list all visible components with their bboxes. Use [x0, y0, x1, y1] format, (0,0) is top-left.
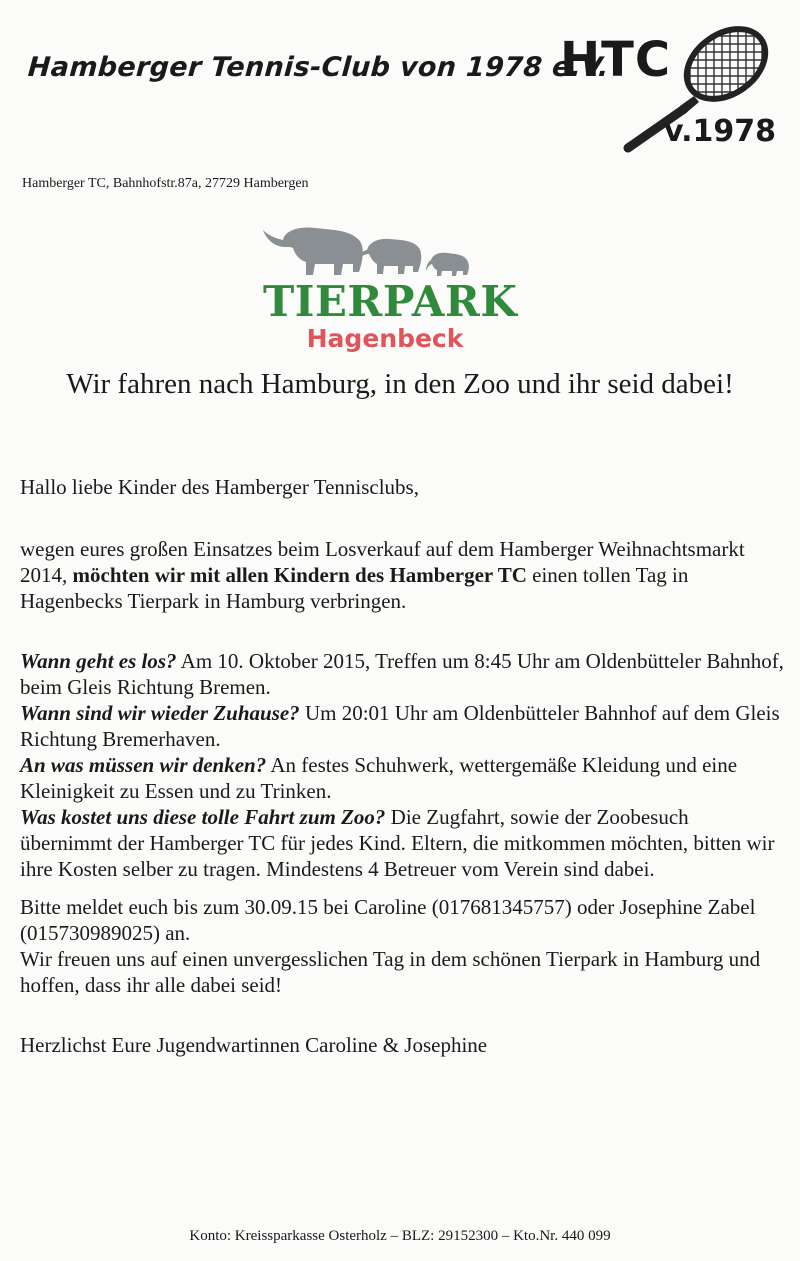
- sender-address: Hamberger TC, Bahnhofstr.87a, 27729 Hambergen: [22, 176, 309, 191]
- elephants-icon: [255, 220, 515, 282]
- faq-question: An was müssen wir denken?: [20, 753, 267, 777]
- htc-logo: [556, 14, 781, 164]
- greeting: Hallo liebe Kinder des Hamberger Tennisclubs,: [20, 475, 419, 499]
- faq-item: [20, 752, 785, 804]
- htc-abbreviation: HTC: [560, 32, 672, 88]
- club-name: Hamberger Tennis-Club von 1978 e.V.: [26, 52, 610, 83]
- intro-text-2: einen tollen Tag in Hagenbecks Tierpark in Hamburg verbringen.: [20, 563, 689, 613]
- faq-item: [20, 804, 785, 882]
- faq-question: Wann geht es los?: [20, 649, 177, 673]
- faq-item: [20, 648, 785, 700]
- registration-text: Bitte meldet euch bis zum 30.09.15 bei Caroline (017681345757) oder Josephine Zabel (015730989025) an.: [20, 895, 756, 945]
- faq-answer: Am 10. Oktober 2015, Treffen um 8:45 Uhr am Oldenbütteler Bahnhof, beim Gleis Richtung Bremen.: [20, 649, 784, 699]
- intro-text-1: wegen eures großen Einsatzes beim Losverkauf auf dem Hamberger Weihnachtsmarkt 2014,: [20, 537, 745, 587]
- faq-answer: An festes Schuhwerk, wettergemäße Kleidung und eine Kleinigkeit zu Essen und zu Trinken.: [20, 753, 738, 803]
- letter-body: [20, 474, 785, 1058]
- faq-item: [20, 700, 785, 752]
- tierpark-hagenbeck-logo: [255, 220, 518, 360]
- bank-account-footer: Konto: Kreissparkasse Osterholz – BLZ: 29152300 – Kto.Nr. 440 099: [189, 1228, 611, 1244]
- signature: Herzlichst Eure Jugendwartinnen Caroline & Josephine: [20, 1033, 488, 1057]
- intro-paragraph: [20, 536, 785, 614]
- faq-question: Was kostet uns diese tolle Fahrt zum Zoo?: [20, 805, 386, 829]
- faq-answer: Die Zugfahrt, sowie der Zoobesuch übernimmt der Hamberger TC für jedes Kind. Eltern, die mitkommen möchten, bitten wir ihre Kosten selber zu tragen. Mindestens 4 Betreuer vom Verein sind dabei.: [20, 805, 775, 881]
- intro-bold-text: möchten wir mit allen Kindern des Hamberger TC: [72, 563, 527, 587]
- hagenbeck-wordmark: Hagenbeck: [306, 324, 464, 353]
- closing-text: Wir freuen uns auf einen unvergesslichen Tag in dem schönen Tierpark in Hamburg und hoffen, dass ihr alle dabei seid!: [20, 947, 761, 997]
- faq-question: Wann sind wir wieder Zuhause?: [20, 701, 300, 725]
- headline: Wir fahren nach Hamburg, in den Zoo und ihr seid dabei!: [66, 368, 734, 400]
- faq-answer: Um 20:01 Uhr am Oldenbütteler Bahnhof auf dem Gleis Richtung Bremerhaven.: [20, 701, 780, 751]
- tierpark-wordmark: TIERPARK: [263, 277, 518, 326]
- htc-founding-year: v.1978: [664, 114, 777, 149]
